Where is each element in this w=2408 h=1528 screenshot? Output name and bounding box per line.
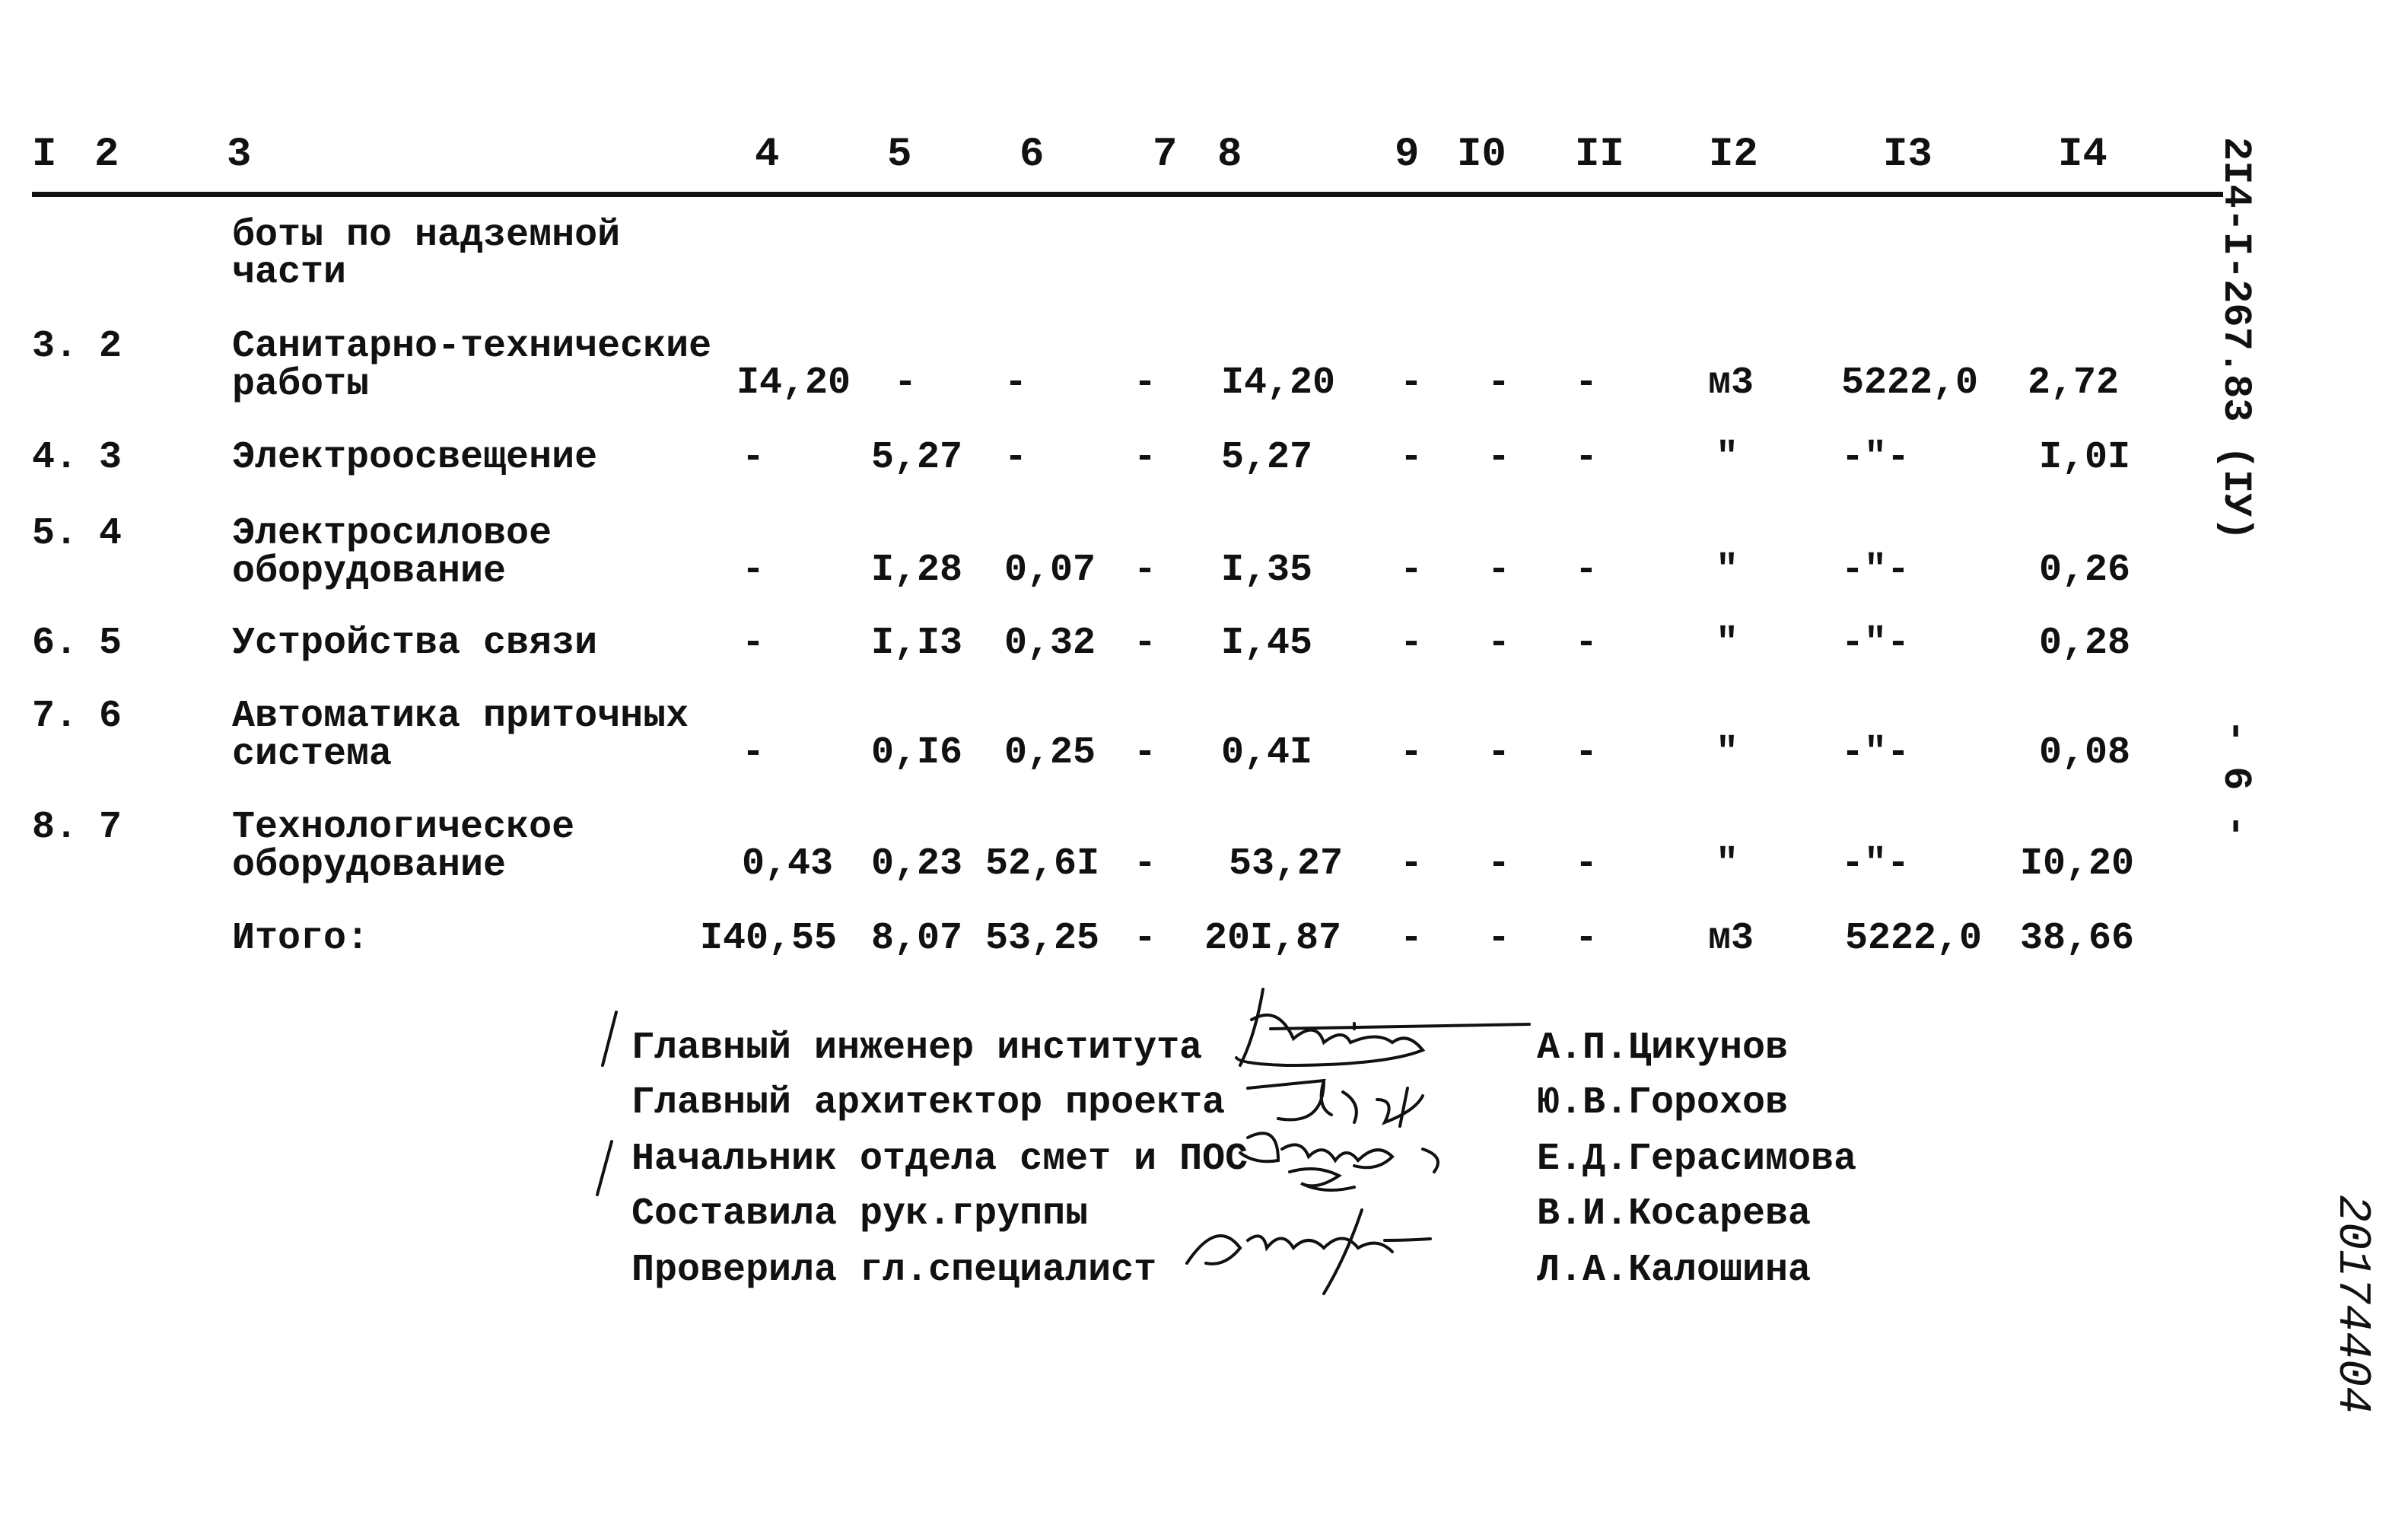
row-number: 3.	[32, 325, 78, 368]
page-number: - 6 -	[2213, 719, 2258, 839]
signer-role: Проверила гл.специалист	[631, 1249, 1157, 1292]
total-c13: 5222,0	[1845, 917, 1983, 960]
cell-c6: 0,32	[1004, 622, 1096, 665]
intro-line-2: части	[232, 251, 347, 294]
row-name-line-1: Технологическое	[232, 806, 575, 849]
cell-c4: -	[742, 549, 765, 592]
cell-unit: "	[1716, 436, 1739, 479]
col-header-5: 5	[887, 132, 912, 178]
col-header-10: I0	[1457, 132, 1506, 178]
col-header-7: 7	[1153, 132, 1178, 178]
total-label: Итого:	[232, 917, 370, 960]
cell-c7: -	[1134, 622, 1157, 665]
row-name-line-1: Автоматика приточных	[232, 695, 689, 738]
total-unit: м3	[1708, 917, 1754, 960]
row-index: 5	[99, 622, 122, 665]
row-name-line-1: Санитарно-технические	[232, 325, 712, 368]
col-header-12: I2	[1709, 132, 1758, 178]
row-number: 4.	[32, 436, 78, 479]
cell-c14: 0,08	[2039, 731, 2131, 775]
row-index: 7	[99, 806, 122, 849]
cell-c7: -	[1134, 361, 1157, 405]
cell-c13: -"-	[1841, 622, 1910, 665]
cell-c13: -"-	[1841, 842, 1910, 886]
cell-unit: "	[1716, 842, 1739, 886]
cell-c7: -	[1134, 436, 1157, 479]
cell-unit: "	[1716, 622, 1739, 665]
cell-c4: I4,20	[736, 361, 851, 405]
cell-c7: -	[1134, 549, 1157, 592]
total-c5: 8,07	[871, 917, 963, 960]
col-header-9: 9	[1395, 132, 1420, 178]
cell-c14: I,0I	[2039, 436, 2131, 479]
cell-c4: -	[742, 731, 765, 775]
row-name-line-1: Электросиловое	[232, 512, 552, 555]
total-c6: 53,25	[985, 917, 1100, 960]
cell-c6: 0,07	[1004, 549, 1096, 592]
cell-c9: -	[1400, 361, 1423, 405]
cell-c10: -	[1487, 842, 1511, 886]
row-index: 4	[99, 512, 122, 555]
cell-c10: -	[1487, 436, 1511, 479]
cell-c13: 5222,0	[1841, 361, 1979, 405]
document-code: 2I4-I-267.83 (IУ)	[2213, 137, 2258, 541]
row-index: 2	[99, 325, 122, 368]
cell-unit: "	[1716, 549, 1739, 592]
cell-c13: -"-	[1841, 436, 1910, 479]
total-c4: I40,55	[700, 917, 838, 960]
cell-c14: 0,28	[2039, 622, 2131, 665]
col-header-3: 3	[227, 132, 252, 178]
cell-c6: 52,6I	[985, 842, 1100, 886]
row-number: 8.	[32, 806, 78, 849]
cell-c9: -	[1400, 731, 1423, 775]
cell-c8: 53,27	[1229, 842, 1344, 886]
intro-line-1: боты по надземной	[232, 214, 621, 257]
cell-unit: м3	[1708, 361, 1754, 405]
signer-name: Ю.В.Горохов	[1537, 1081, 1789, 1125]
cell-c5: 0,I6	[871, 731, 963, 775]
col-header-4: 4	[755, 132, 780, 178]
cell-c14: 2,72	[2028, 361, 2120, 405]
total-c10: -	[1487, 917, 1511, 960]
cell-c14: I0,20	[2020, 842, 2135, 886]
cell-c7: -	[1134, 842, 1157, 886]
signer-role: Главный архитектор проекта	[631, 1081, 1226, 1125]
col-header-1: I	[32, 132, 57, 178]
cell-c10: -	[1487, 622, 1511, 665]
col-header-11: II	[1575, 132, 1624, 178]
cell-c6: 0,25	[1004, 731, 1096, 775]
cell-c5: I,28	[871, 549, 963, 592]
cell-c5: I,I3	[871, 622, 963, 665]
cell-c9: -	[1400, 622, 1423, 665]
signer-name: Л.А.Калошина	[1537, 1249, 1812, 1292]
cell-c13: -"-	[1841, 549, 1910, 592]
total-c11: -	[1575, 917, 1598, 960]
signer-name: Е.Д.Герасимова	[1537, 1138, 1857, 1181]
cell-c8: 5,27	[1221, 436, 1313, 479]
row-number: 7.	[32, 695, 78, 738]
cell-c8: I4,20	[1221, 361, 1336, 405]
cell-c11: -	[1575, 361, 1598, 405]
total-c8: 20I,87	[1204, 917, 1342, 960]
cell-c11: -	[1575, 549, 1598, 592]
col-header-13: I3	[1883, 132, 1932, 178]
cell-c8: 0,4I	[1221, 731, 1313, 775]
cell-c11: -	[1575, 842, 1598, 886]
row-name-line-2: оборудование	[232, 844, 507, 887]
cell-unit: "	[1716, 731, 1739, 775]
total-c7: -	[1134, 917, 1157, 960]
cell-c6: -	[1004, 436, 1028, 479]
cell-c4: -	[742, 622, 765, 665]
signer-role: Составила рук.группы	[631, 1192, 1089, 1236]
row-index: 3	[99, 436, 122, 479]
row-number: 5.	[32, 512, 78, 555]
inventory-number: 20174404	[2326, 1195, 2378, 1415]
cell-c11: -	[1575, 731, 1598, 775]
cell-c4: -	[742, 436, 765, 479]
cell-c9: -	[1400, 842, 1423, 886]
row-name-line-1: Устройства связи	[232, 622, 598, 665]
cell-c11: -	[1575, 622, 1598, 665]
cell-c5: -	[894, 361, 918, 405]
signer-role: Главный инженер института	[631, 1027, 1203, 1070]
cell-c14: 0,26	[2039, 549, 2131, 592]
cell-c9: -	[1400, 436, 1423, 479]
cell-c5: 0,23	[871, 842, 963, 886]
cell-c7: -	[1134, 731, 1157, 775]
signer-name: В.И.Косарева	[1537, 1192, 1812, 1236]
cell-c8: I,35	[1221, 549, 1313, 592]
col-header-6: 6	[1020, 132, 1045, 178]
cell-c6: -	[1004, 361, 1028, 405]
cell-c5: 5,27	[871, 436, 963, 479]
total-c9: -	[1400, 917, 1423, 960]
row-number: 6.	[32, 622, 78, 665]
total-c14: 38,66	[2020, 917, 2135, 960]
cell-c10: -	[1487, 549, 1511, 592]
row-name-line-1: Электроосвещение	[232, 436, 598, 479]
cell-c13: -"-	[1841, 731, 1910, 775]
cell-c10: -	[1487, 731, 1511, 775]
row-name-line-2: система	[232, 733, 393, 776]
signer-name: А.П.Цикунов	[1537, 1027, 1789, 1070]
row-index: 6	[99, 695, 122, 738]
cell-c4: 0,43	[742, 842, 834, 886]
col-header-2: 2	[94, 132, 119, 178]
cell-c10: -	[1487, 361, 1511, 405]
col-header-8: 8	[1217, 132, 1242, 178]
cell-c11: -	[1575, 436, 1598, 479]
col-header-14: I4	[2058, 132, 2107, 178]
signer-role: Начальник отдела смет и ПОС	[631, 1138, 1249, 1181]
row-name-line-2: оборудование	[232, 550, 507, 594]
cell-c9: -	[1400, 549, 1423, 592]
header-rule	[32, 192, 2223, 197]
cell-c8: I,45	[1221, 622, 1313, 665]
row-name-line-2: работы	[232, 363, 370, 406]
